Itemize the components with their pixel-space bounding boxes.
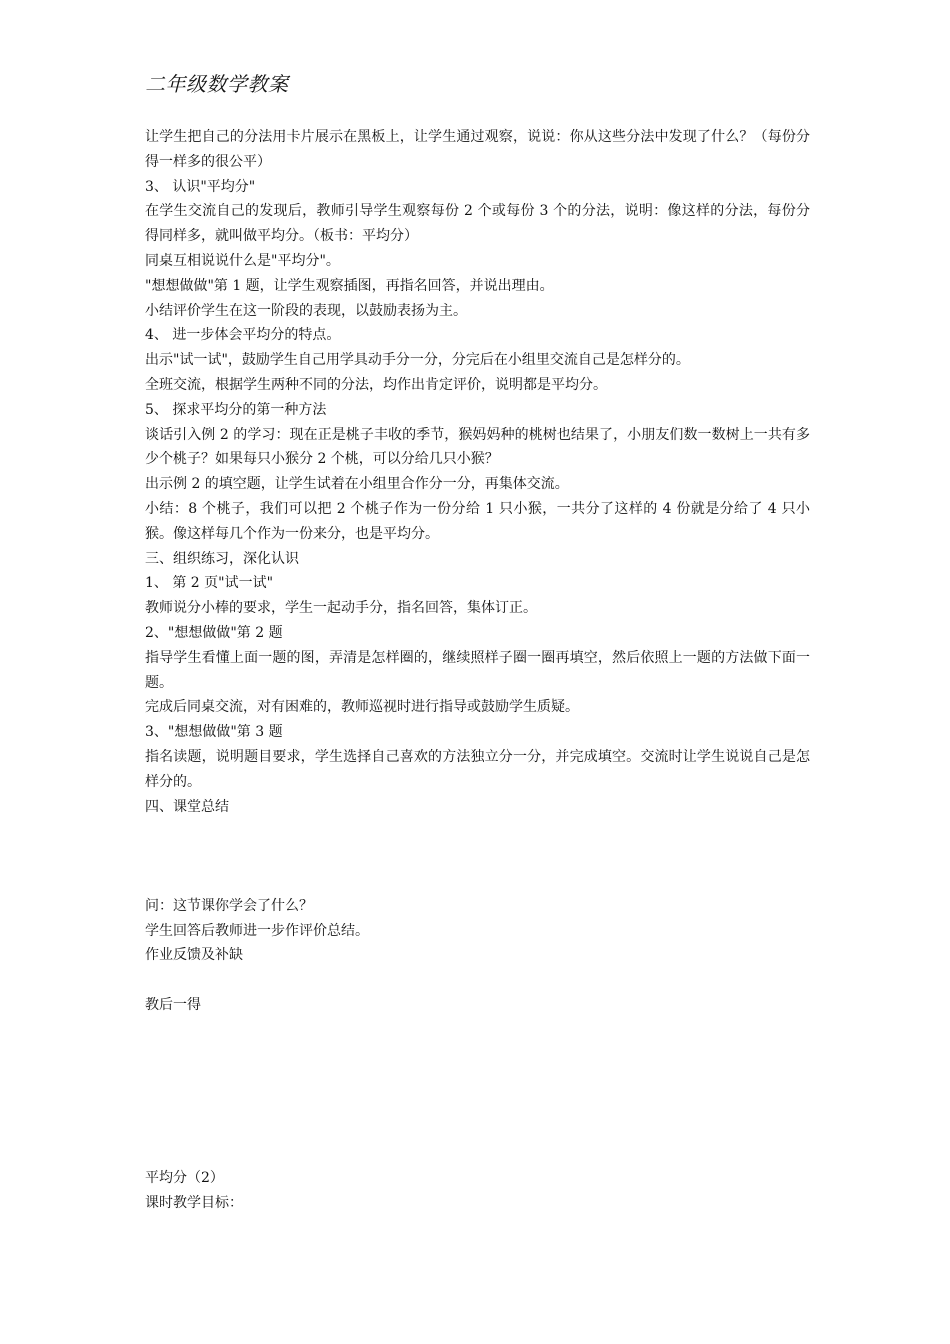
- paragraph: 出示"试一试"，鼓励学生自己用学具动手分一分，分完后在小组里交流自己是怎样分的。: [145, 352, 690, 369]
- paragraph: 同桌互相说说什么是"平均分"。: [145, 252, 340, 269]
- blank-space: [145, 1018, 810, 1142]
- section-heading: 5、 探求平均分的第一种方法: [145, 401, 327, 418]
- paragraph: 问：这节课你学会了什么？: [145, 897, 313, 914]
- section-heading: 4、 进一步体会平均分的特点。: [145, 327, 341, 344]
- section-heading: 2、"想想做做"第 2 题: [145, 624, 283, 641]
- paragraph: "想想做做"第 1 题，让学生观察插图，再指名回答，并说出理由。: [145, 277, 554, 294]
- lesson-title: 平均分（2）: [145, 1170, 224, 1187]
- paragraph: 教后一得: [145, 996, 201, 1013]
- section-heading: 三、组织练习，深化认识: [145, 550, 299, 567]
- paragraph: 谈话引入例 2 的学习：现在正是桃子丰收的季节，猴妈妈种的桃树也结果了，小朋友们数一数树上一共有多少个桃子？如果每只小猴分 2 个桃，可以分给几只小猴？: [145, 426, 810, 468]
- paragraph: 出示例 2 的填空题，让学生试着在小组里合作分一分，再集体交流。: [145, 476, 569, 493]
- paragraph: 课时教学目标：: [145, 1195, 243, 1212]
- paragraph: 在学生交流自己的发现后，教师引导学生观察每份 2 个或每份 3 个的分法，说明：像这样的分法，每份分得同样多，就叫做平均分。（板书：平均分）: [145, 203, 810, 245]
- paragraph: 小结：8 个桃子，我们可以把 2 个桃子作为一份分给 1 只小猴，一共分了这样的 4 份就是分给了 4 只小猴。像这样每几个作为一份来分，也是平均分。: [145, 500, 810, 542]
- blank-space: [145, 819, 810, 893]
- paragraph: 作业反馈及补缺: [145, 947, 243, 964]
- section-heading: 1、 第 2 页"试一试": [145, 575, 274, 592]
- paragraph: 让学生把自己的分法用卡片展示在黑板上，让学生通过观察，说说：你从这些分法中发现了什么？（每份分得一样多的很公平）: [145, 129, 810, 170]
- blank-space: [145, 968, 810, 993]
- paragraph: 学生回答后教师进一步作评价总结。: [145, 922, 369, 939]
- document-header-title: 二年级数学教案: [145, 72, 289, 96]
- paragraph: 指名读题，说明题目要求，学生选择自己喜欢的方法独立分一分，并完成填空。交流时让学生说说自己是怎样分的。: [145, 748, 810, 790]
- blank-space: [145, 1142, 810, 1167]
- paragraph: 完成后同桌交流，对有困难的，教师巡视时进行指导或鼓励学生质疑。: [145, 699, 579, 716]
- paragraph: 教师说分小棒的要求，学生一起动手分，指名回答，集体订正。: [145, 600, 537, 617]
- paragraph: 指导学生看懂上面一题的图，弄清是怎样圈的，继续照样子圈一圈再填空，然后依照上一题的方法做下面一题。: [145, 649, 810, 691]
- paragraph: 全班交流，根据学生两种不同的分法，均作出肯定评价，说明都是平均分。: [145, 376, 607, 393]
- section-heading: 四、课堂总结: [145, 798, 229, 815]
- paragraph: 小结评价学生在这一阶段的表现，以鼓励表扬为主。: [145, 302, 467, 319]
- document-body: [145, 125, 810, 1216]
- section-heading: 3、 认识"平均分": [145, 178, 256, 195]
- section-heading: 3、"想想做做"第 3 题: [145, 724, 283, 741]
